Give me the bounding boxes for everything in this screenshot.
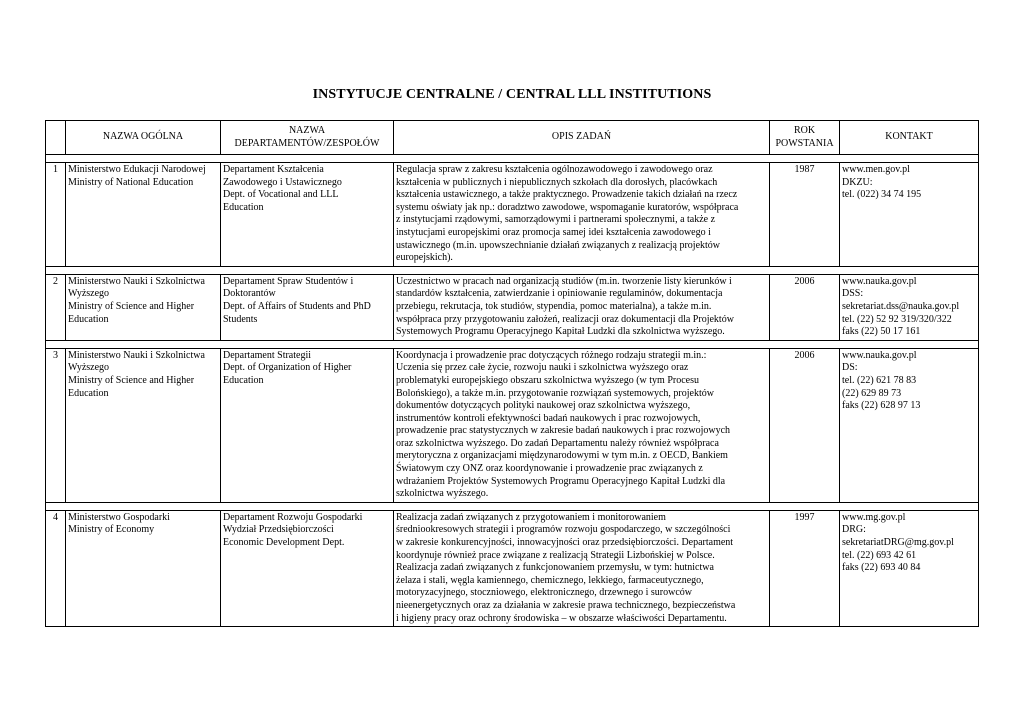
cell-kontakt bbox=[840, 163, 979, 267]
opis-line: instrumentów kontroli efektywności badań naukowych i prac rozwojowych, bbox=[396, 412, 701, 424]
kontakt-line: www.mg.gov.pl bbox=[842, 511, 906, 523]
cell-departament bbox=[221, 163, 394, 267]
header-departament-line1: NAZWA bbox=[288, 124, 326, 136]
opis-line: żelaza i stali, węgla kamiennego, chemicznego, lekkiego, farmaceutycznego, bbox=[396, 574, 704, 586]
nazwa-line: Ministerstwo Nauki i Szkolnictwa bbox=[68, 349, 205, 361]
row-number: 1 bbox=[46, 163, 66, 267]
departament-line: Economic Development Dept. bbox=[223, 537, 345, 549]
kontakt-line: sekretariatDRG@mg.gov.pl bbox=[842, 537, 954, 549]
opis-line: dokumentów dotyczących polityki naukowej oraz szkolnictwa wyższego, bbox=[396, 400, 691, 412]
opis-line: nieenergetycznych oraz za działania w zakresie prawa technicznego, bezpieczeństwa bbox=[396, 600, 736, 611]
kontakt-line: DRG: bbox=[842, 524, 866, 536]
row-number: 3 bbox=[46, 348, 66, 502]
nazwa-line: Ministry of Economy bbox=[68, 524, 155, 536]
opis-line: przebiegu, rekrutacja, tok studiów, stypendia, pomoc materialna), a także m.in. bbox=[396, 300, 712, 312]
cell-kontakt bbox=[840, 274, 979, 340]
cell-opis-zadan bbox=[394, 510, 770, 626]
nazwa-line: Ministerstwo Gospodarki bbox=[68, 511, 170, 523]
departament-line: Departament Kształcenia bbox=[223, 164, 324, 175]
cell-rok-powstania: 2006 bbox=[770, 348, 840, 502]
header-rok-line2: POWSTANIA bbox=[775, 137, 834, 149]
nazwa-line: Wyższego bbox=[68, 362, 110, 374]
opis-line: instytucjami europejskimi oraz promocja samej idei kształcenia zawodowego i bbox=[396, 226, 711, 238]
table-row bbox=[46, 510, 979, 626]
nazwa-line: Ministerstwo Edukacji Narodowej bbox=[68, 164, 206, 175]
opis-line: Bolońskiego), a także m.in. przygotowanie rozwiązań systemowych, projektów bbox=[396, 387, 714, 399]
kontakt-line: faks (22) 50 17 161 bbox=[842, 326, 921, 338]
opis-line: wdrażaniem Projektów Systemowych Programu Operacyjnego Kapitał Ludzki dla bbox=[396, 475, 726, 487]
header-departament-line2: DEPARTAMENTÓW/ZESPOŁÓW bbox=[234, 137, 380, 149]
nazwa-line: Ministerstwo Nauki i Szkolnictwa bbox=[68, 275, 205, 287]
opis-line: Regulacja spraw z zakresu kształcenia ogólnozawodowego i zawodowego oraz bbox=[396, 164, 713, 175]
departament-line: Education bbox=[223, 374, 264, 386]
kontakt-line: www.men.gov.pl bbox=[842, 164, 910, 175]
institutions-table bbox=[45, 120, 979, 627]
row-spacer bbox=[46, 340, 979, 348]
departament-line: Departament Rozwoju Gospodarki bbox=[223, 511, 363, 523]
kontakt-line: tel. (022) 34 74 195 bbox=[842, 189, 922, 201]
opis-line: europejskich). bbox=[396, 252, 453, 264]
cell-nazwa-ogolna bbox=[66, 163, 221, 267]
kontakt-line: DS: bbox=[842, 362, 858, 374]
cell-kontakt bbox=[840, 348, 979, 502]
departament-line: Departament Spraw Studentów i bbox=[223, 275, 354, 287]
row-number: 2 bbox=[46, 274, 66, 340]
header-departament bbox=[221, 121, 394, 155]
departament-line: Departament Strategii bbox=[223, 349, 312, 361]
opis-line: Koordynacja i prowadzenie prac dotyczących różnego rodzaju strategii m.in.: bbox=[396, 349, 707, 361]
kontakt-line: faks (22) 693 40 84 bbox=[842, 562, 921, 574]
nazwa-line: Education bbox=[68, 313, 109, 325]
row-spacer-cell bbox=[46, 266, 979, 274]
opis-line: merytoryczna z organizacjami międzynarodowymi w tym m.in. z OECD, Bankiem bbox=[396, 450, 728, 462]
kontakt-line: tel. (22) 52 92 319/320/322 bbox=[842, 313, 952, 325]
kontakt-line: tel. (22) 693 42 61 bbox=[842, 549, 917, 561]
row-spacer-cell bbox=[46, 155, 979, 163]
opis-line: ustawicznego (m.in. upowszechnianie działań związanych z realizacją projektów bbox=[396, 239, 721, 251]
page-title: INSTYTUCJE CENTRALNE / CENTRAL LLL INSTITUTIONS bbox=[312, 87, 712, 102]
kontakt-line: www.nauka.gov.pl bbox=[842, 275, 917, 287]
kontakt-line: www.nauka.gov.pl bbox=[842, 349, 917, 361]
row-spacer-cell bbox=[46, 502, 979, 510]
opis-line: motoryzacyjnego, stoczniowego, elektronicznego, drzewnego i surowców bbox=[396, 587, 693, 599]
cell-departament bbox=[221, 348, 394, 502]
kontakt-line: DSS: bbox=[842, 288, 864, 300]
opis-line: Uczestnictwo w pracach nad organizacją studiów (m.in. tworzenie listy kierunków i bbox=[396, 275, 732, 287]
opis-line: Realizacja zadań związanych z przygotowaniem i monitorowaniem bbox=[396, 511, 666, 523]
departament-line: Dept. of Affairs of Students and PhD bbox=[223, 300, 371, 312]
cell-nazwa-ogolna bbox=[66, 274, 221, 340]
opis-line: szkolnictwa wyższego. bbox=[396, 488, 489, 500]
cell-departament bbox=[221, 510, 394, 626]
departament-line: Students bbox=[223, 313, 258, 325]
row-spacer bbox=[46, 502, 979, 510]
nazwa-line: Wyższego bbox=[68, 288, 110, 300]
cell-opis-zadan bbox=[394, 274, 770, 340]
table-header-row bbox=[46, 121, 979, 155]
row-spacer-cell bbox=[46, 340, 979, 348]
kontakt-line: sekretariat.dss@nauka.gov.pl bbox=[842, 300, 960, 312]
row-number: 4 bbox=[46, 510, 66, 626]
opis-line: problematyki europejskiego obszaru szkolnictwa wyższego (w tym Procesu bbox=[396, 374, 699, 386]
cell-kontakt bbox=[840, 510, 979, 626]
opis-line: prowadzenie prac statystycznych w zakresie badań naukowych i prac rozwojowych bbox=[396, 425, 731, 437]
opis-line: w zakresie konkurencyjności, innowacyjności oraz przedsiębiorczości. Departament bbox=[396, 537, 734, 549]
opis-line: oraz szkolnictwa wyższego. Do zadań Departamentu należy również współpraca bbox=[396, 437, 719, 449]
departament-line: Dept. of Organization of Higher bbox=[223, 362, 352, 374]
cell-nazwa-ogolna bbox=[66, 510, 221, 626]
departament-line: Education bbox=[223, 201, 264, 213]
header-rok bbox=[770, 121, 840, 155]
departament-line: Doktorantów bbox=[223, 288, 276, 300]
cell-departament bbox=[221, 274, 394, 340]
kontakt-line: (22) 629 89 73 bbox=[842, 387, 902, 399]
opis-line: z instytucjami rządowymi, samorządowymi i partnerami społecznymi, a także z bbox=[396, 214, 716, 226]
opis-line: współpraca przy przygotowaniu założeń, realizacji oraz dokumentacji dla Projektów bbox=[396, 313, 734, 325]
header-rok-line1: ROK bbox=[793, 124, 816, 136]
nazwa-line: Ministry of Science and Higher bbox=[68, 374, 195, 386]
opis-line: Uczenia się przez całe życie, rozwoju nauki i szkolnictwa wyższego oraz bbox=[396, 362, 689, 374]
kontakt-line: faks (22) 628 97 13 bbox=[842, 400, 921, 412]
nazwa-line: Education bbox=[68, 387, 109, 399]
cell-opis-zadan bbox=[394, 163, 770, 267]
header-num bbox=[46, 121, 66, 155]
cell-rok-powstania: 2006 bbox=[770, 274, 840, 340]
cell-nazwa-ogolna bbox=[66, 348, 221, 502]
opis-line: i higieny pracy oraz ochrony środowiska – w obszarze właściwości Departamentu. bbox=[396, 612, 727, 624]
cell-opis-zadan bbox=[394, 348, 770, 502]
kontakt-line: DKZU: bbox=[842, 176, 873, 188]
opis-line: kształcenia w publicznych i niepublicznych szkołach dla dorosłych, placówkach bbox=[396, 176, 718, 188]
opis-line: Systemowych Programu Operacyjnego Kapitał Ludzki dla szkolnictwa wyższego. bbox=[396, 326, 725, 338]
cell-rok-powstania: 1987 bbox=[770, 163, 840, 267]
table-row bbox=[46, 348, 979, 502]
header-nazwa-ogolna: NAZWA OGÓLNA bbox=[66, 121, 221, 155]
table-row bbox=[46, 163, 979, 267]
row-spacer bbox=[46, 155, 979, 163]
opis-line: Światowym czy ONZ oraz koordynowanie i prowadzenie prac związanych z bbox=[396, 463, 703, 475]
header-kontakt: KONTAKT bbox=[840, 121, 979, 155]
opis-line: koordynuje również prace związane z realizacją Strategii Lizbońskiej w Polsce. bbox=[396, 549, 715, 561]
departament-line: Wydział Przedsiębiorczości bbox=[223, 524, 334, 536]
kontakt-line: tel. (22) 621 78 83 bbox=[842, 374, 917, 386]
opis-line: średniookresowych strategii i programów rozwoju gospodarczego, w szczególności bbox=[396, 524, 731, 536]
table-body bbox=[46, 155, 979, 627]
opis-line: systemu oświaty jak np.: doradztwo zawodowe, wspomaganie kuratorów, współpraca bbox=[396, 201, 739, 213]
nazwa-line: Ministry of Science and Higher bbox=[68, 300, 195, 312]
departament-line: Zawodowego i Ustawicznego bbox=[223, 176, 342, 188]
row-spacer bbox=[46, 266, 979, 274]
nazwa-line: Ministry of National Education bbox=[68, 176, 194, 188]
opis-line: kształcenia ustawicznego, a także praktycznego. Prowadzenie takich działań na rzecz bbox=[396, 189, 738, 201]
opis-line: standardów kształcenia, zatwierdzanie i opiniowanie regulaminów, dokumentacja bbox=[396, 288, 723, 300]
departament-line: Dept. of Vocational and LLL bbox=[223, 189, 339, 201]
cell-rok-powstania: 1997 bbox=[770, 510, 840, 626]
header-opis: OPIS ZADAŃ bbox=[394, 121, 770, 155]
table-row bbox=[46, 274, 979, 340]
opis-line: Realizacja zadań związanych z funkcjonowaniem przemysłu, w tym: hutnictwa bbox=[396, 562, 714, 574]
